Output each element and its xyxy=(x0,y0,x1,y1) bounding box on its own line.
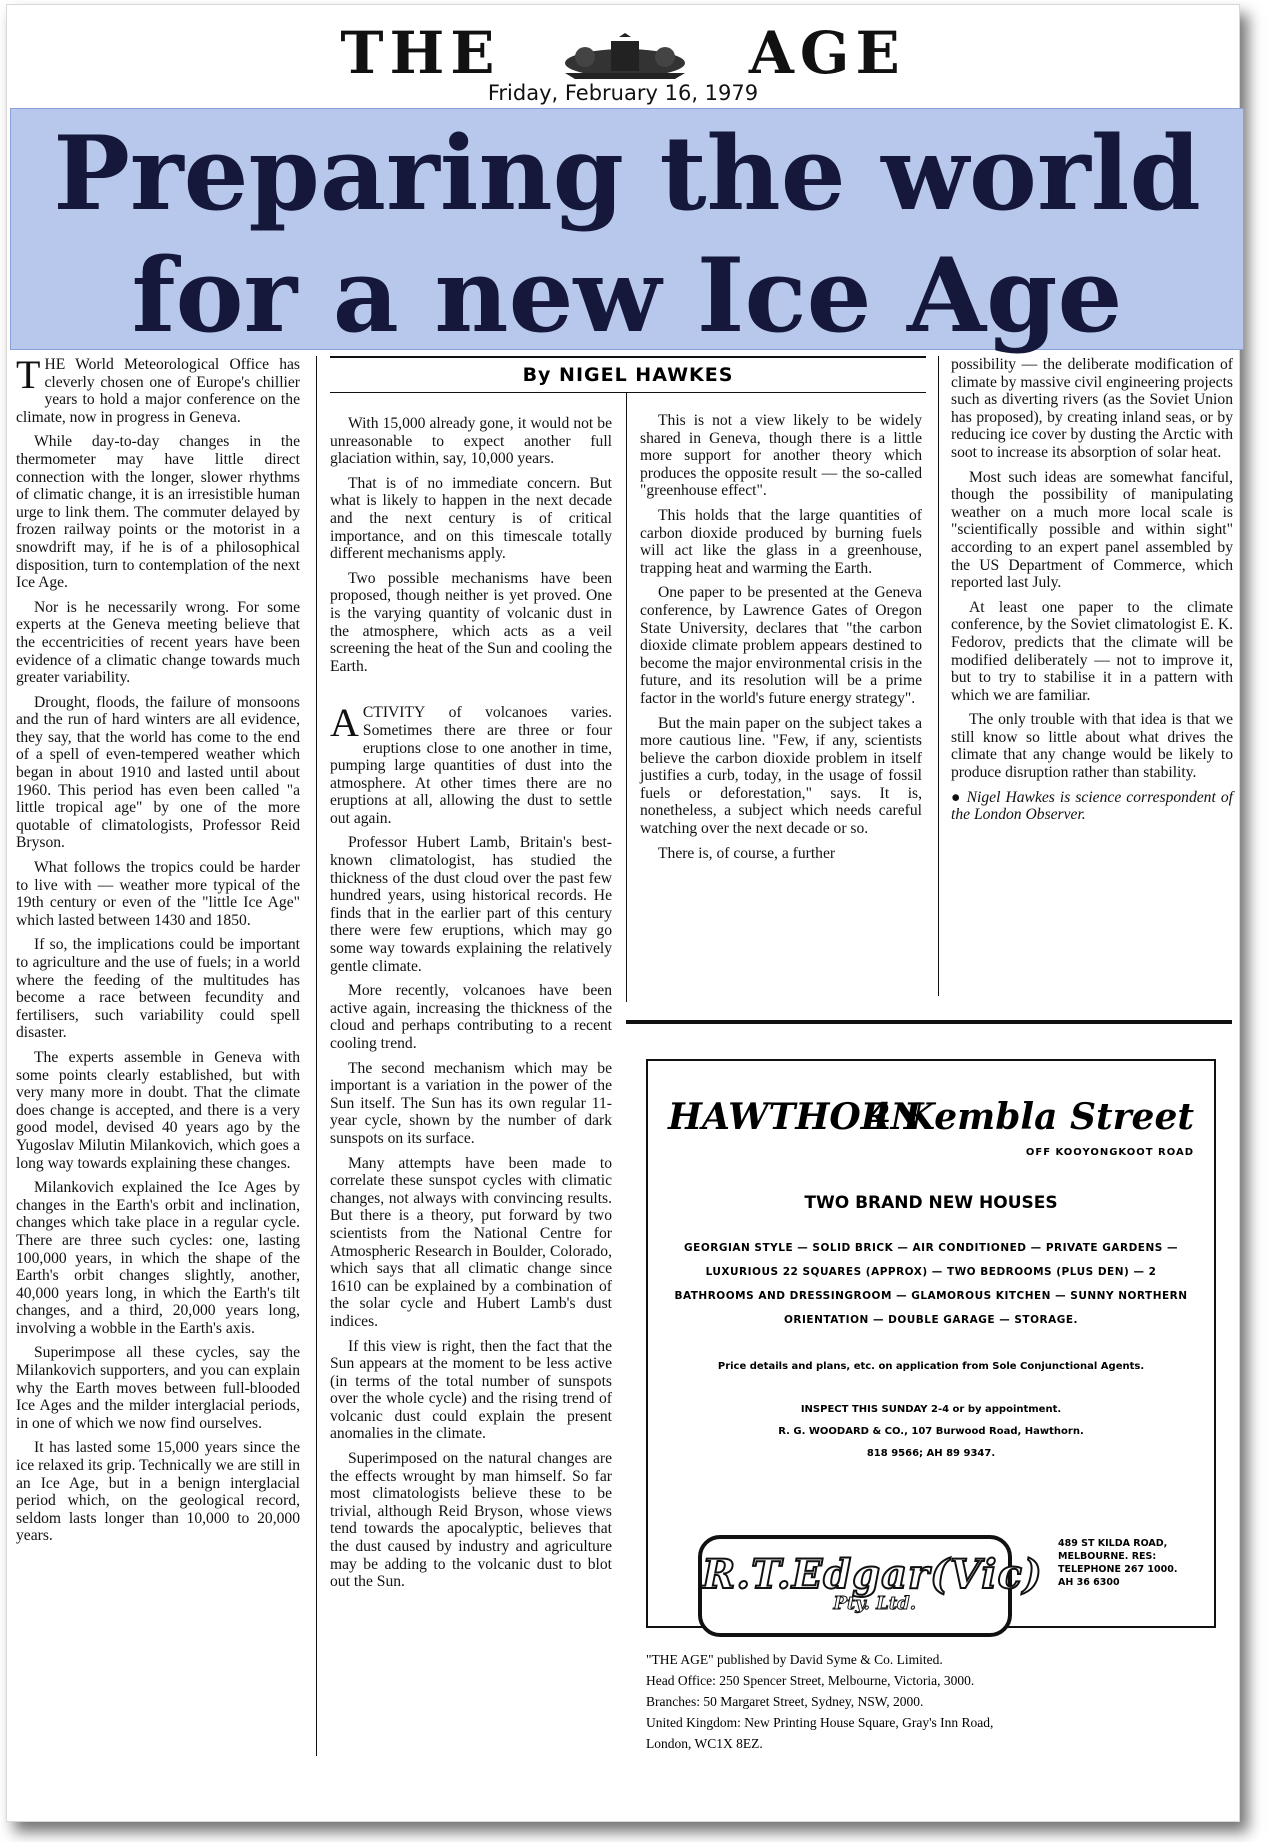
paragraph: While day-to-day changes in the thermometer may have little direct connection with the longer, slower rhythms of climatic change, it is an irresistible human urge to link them. The commuter delayed by frozen railway points or the motorist in a snowdrift may, if he is of a philosophical disposition, turn to contemplation of the next Ice Age. xyxy=(16,433,300,592)
ad-agent: R. G. WOODARD & CO., 107 Burwood Road, Hawthorn. xyxy=(778,1426,1084,1437)
ad-street: 4 Kembla Street xyxy=(866,1096,1194,1138)
paragraph: This is not a view likely to be widely shared in Geneva, though there is a little more support for another theory which produces the opposite result — the so-called "greenhouse effect". xyxy=(640,412,922,500)
article-column-3 xyxy=(640,412,922,869)
paragraph: What follows the tropics could be harder to live with — weather more typical of the 19th century or even of the "little Ice Age" which lasted between 1430 and 1850. xyxy=(16,859,300,929)
paragraph: Many attempts have been made to correlate these sunspot cycles with climatic changes, not always with convincing results. But there is a theory, put forward by two scientists from the National Centre for Atmospheric Research in Boulder, Colorado, which says that all climatic change since 1610 can be explained by a combination of the solar cycle and Hubert Lamb's dust indices. xyxy=(330,1154,612,1330)
paragraph: That is of no immediate concern. But what is likely to happen in the next decade and the next century is of critical importance, and on this timescale totally different mechanisms apply. xyxy=(330,474,612,563)
byline-box xyxy=(330,356,926,393)
headline-line-1: Preparing the world xyxy=(53,114,1201,234)
paragraph: The second mechanism which may be important is a variation in the power of the Sun itself. The Sun has its own regular 11-year cycle, shown by the number of dark sunspots on its surface. xyxy=(330,1059,612,1147)
paragraph: If this view is right, then the fact that the Sun appears at the moment to be less active (in terms of the total number of sunspots over the whole cycle) and the rising trend of volcanic dust could explain the present anomalies in the climate. xyxy=(330,1337,612,1443)
paragraph: Drought, floods, the failure of monsoons and the run of hard winters are all evidence, they say, that the world has come to the end of a spell of even-tempered weather which began in about 1910 and lasted until about 1960. This period has even been called "a little tropical age" by one of the more quotable of climatologists, Professor Reid Bryson. xyxy=(16,693,300,852)
paragraph: Professor Hubert Lamb, Britain's best-known climatologist, has studied the thickness of the dust cloud over the past few hundred years, using historical records. He finds that in the earlier part of this century there were few eruptions, which may go some way towards explaining the relatively gentle climate. xyxy=(330,834,612,975)
ad-inspect-time: INSPECT THIS SUNDAY 2-4 or by appointment. xyxy=(800,1404,1062,1415)
paragraph: The experts assemble in Geneva with some points clearly established, but with very many more in doubt. That the climate does change is accepted, and there is a very good model, devised 40 years ago by the Yugoslav Milutin Milankovich, which goes a long way towards explaining these changes. xyxy=(16,1048,300,1172)
headline-highlight xyxy=(10,108,1244,356)
ad-inspection xyxy=(648,1399,1214,1465)
publisher-imprint: "THE AGE" published by David Syme & Co. Limited. Head Office: 250 Spencer Street, Melbourne, Victoria, 3000. Branches: 50 Margaret Street, Sydney, NSW, 2000. United Kingdom: New Printing House Square, Gray's Inn Road, London, WC1X 8EZ. xyxy=(646,1652,994,1751)
masthead-the: THE xyxy=(340,19,501,87)
paragraph: Superimpose all these cycles, say the Milankovich supporters, and you can explain why the Earth moves between full-blooded Ice Ages and the milder interglacial periods, in one of which we now find ourselves. xyxy=(16,1344,300,1432)
byline: By NIGEL HAWKES xyxy=(522,364,734,386)
paragraph: With 15,000 already gone, it would not be unreasonable to expect another full glaciation within, say, 10,000 years. xyxy=(330,415,612,468)
agent-logo-text: R.T.Edgar(Vic) xyxy=(702,1551,1043,1598)
masthead-age: AGE xyxy=(748,19,906,87)
paragraph: There is, of course, a further xyxy=(658,844,836,862)
ad-price-note: Price details and plans, etc. on application from Sole Conjunctional Agents. xyxy=(717,1361,1145,1372)
paragraph: Superimposed on the natural changes are the effects wrought by man himself. So far most climatologists believe these to be trivial, although Reid Bryson, whose views tend towards the apocalyptic, believes that the dust caused by industry and agriculture may be adding to the volcanic dust to blot out the Sun. xyxy=(330,1450,612,1591)
agent-address: 489 ST KILDA ROAD, MELBOURNE. RES: TELEPHONE 267 1000. AH 36 6300 xyxy=(1058,1538,1178,1588)
drop-cap: T xyxy=(16,352,41,397)
agent-logo-sub: Pty. Ltd. xyxy=(833,1593,916,1614)
paragraph: Most such ideas are somewhat fanciful, though the possibility of manipulating weather on a much more local scale is "scientifically possible and within sight" according to an expert panel assembled by the US Department of Commerce, which reported last July. xyxy=(951,468,1233,592)
ad-suburb: HAWTHORN xyxy=(668,1096,924,1138)
paragraph: If so, the implications could be important to agriculture and the use of fuels; in a world where the feeding of the multitudes has become a race between fecundity and fertilisers, such variability could spell disaster. xyxy=(16,936,300,1042)
drop-cap: A xyxy=(330,700,359,746)
paragraph: This holds that the large quantities of carbon dioxide produced by burning fuels will act like the glass in a greenhouse, trapping heat and warming the Earth. xyxy=(640,506,922,577)
paragraph: It has lasted some 15,000 years since the ice relaxed its grip. Technically we are still in an Ice Age, but in a benign interglacial period which, on the geological record, seldom lasts longer than 10,000 to 20,000 years. xyxy=(16,1439,300,1545)
paragraph: Milankovich explained the Ice Ages by changes in the Earth's orbit and inclination, changes which take place in a regular cycle. There are three such cycles: one, lasting 100,000 years, in which the shape of the Earth's orbit changes slightly, another, 40,000 years long, in which the Earth's tilt changes, and a third, 20,000 years long, involving a wobble in the Earth's axis. xyxy=(16,1179,300,1337)
article-column-1 xyxy=(16,352,300,1552)
article-column-2 xyxy=(330,415,612,1598)
paragraph: At least one paper to the climate conference, by the Soviet climatologist E. K. Fedorov, predicts that the climate will be modified deliberately — not to improve it, but to try to stabilise it in a pattern with which we are familiar. xyxy=(951,598,1233,704)
paragraph: More recently, volcanoes have been active again, increasing the thickness of the cloud and perhaps contributing to a recent cooling trend. xyxy=(330,982,612,1052)
ad-cross-road: OFF KOOYONGKOOT ROAD xyxy=(1025,1147,1194,1158)
ad-houses-heading: TWO BRAND NEW HOUSES xyxy=(804,1193,1058,1213)
ad-features: GEORGIAN STYLE — SOLID BRICK — AIR CONDITIONED — PRIVATE GARDENS — LUXURIOUS 22 SQUARES (APPROX) — TWO BEDROOMS (PLUS DEN) — 2 BATHROOMS AND DRESSINGROOM — GLAMOROUS KITCHEN — SUNNY NORTHERN ORIENTATION — DOUBLE GARAGE — STORAGE. xyxy=(674,1242,1188,1326)
coat-of-arms-icon xyxy=(545,33,705,83)
author-note: ● Nigel Hawkes is science correspondent of the London Observer. xyxy=(951,788,1233,824)
subsection-lead: ACTIVITY of volcanoes varies. Sometimes there are three or four eruptions close to one another in time, pumping large quantities of dust into the atmosphere. At other times there are no eruptions at all, allowing the dust to settle out again. xyxy=(330,700,612,827)
column-rule xyxy=(316,356,317,1756)
paragraph: Two possible mechanisms have been proposed, though neither is yet proved. One is the varying quantity of volcanic dust in the atmosphere, which acts as a veil screening the heat of the Sun and cooling the Earth. xyxy=(330,569,612,675)
paragraph: But the main paper on the subject takes a more cautious line. "Few, if any, scientists believe the carbon dioxide problem in itself justifies a curb, today, in the usage of fossil fuels or deforestation," says. It is, nonetheless, a subject which needs careful watching over the next decade or so. xyxy=(640,714,922,838)
paragraph: One paper to be presented at the Geneva conference, by Lawrence Gates of Oregon State University, declares that "the carbon dioxide climate problem appears destined to become the major environmental crisis in the future, and its resolution will be a prime factor in the world's future energy strategy". xyxy=(640,584,922,707)
article-column-4 xyxy=(951,356,1233,831)
ad-phone: 818 9566; AH 89 9347. xyxy=(866,1448,996,1459)
paragraph: Nor is he necessarily wrong. For some experts at the Geneva meeting believe that the eccentricities of recent years have been evidence of a climatic change towards much greater variability. xyxy=(16,598,300,687)
headline xyxy=(11,113,1243,357)
ad-frame xyxy=(646,1059,1216,1628)
column-rule xyxy=(626,392,627,1002)
agent-logo xyxy=(698,1535,1043,1637)
issue-date: Friday, February 16, 1979 xyxy=(487,81,759,105)
column-rule xyxy=(938,356,939,996)
paragraph: possibility — the deliberate modification of climate by massive civil engineering projects such as diverting rivers (as the Soviet Union has proposed), by creating inland seas, or by reducing ice cover by dusting the Arctic with soot to increase its absorption of solar heat. xyxy=(951,356,1233,461)
paragraph: The only trouble with that idea is that we still know so little about what drives the climate that any change would be likely to produce disruption rather than stability. xyxy=(951,711,1233,782)
masthead xyxy=(7,19,1239,87)
real-estate-advertisement xyxy=(626,1020,1232,1764)
headline-line-2: for a new Ice Age xyxy=(131,236,1123,356)
paragraph: THE World Meteorological Office has cleverly chosen one of Europe's chillier years to hold a major conference on the climate, now in progress in Geneva. xyxy=(16,352,300,426)
